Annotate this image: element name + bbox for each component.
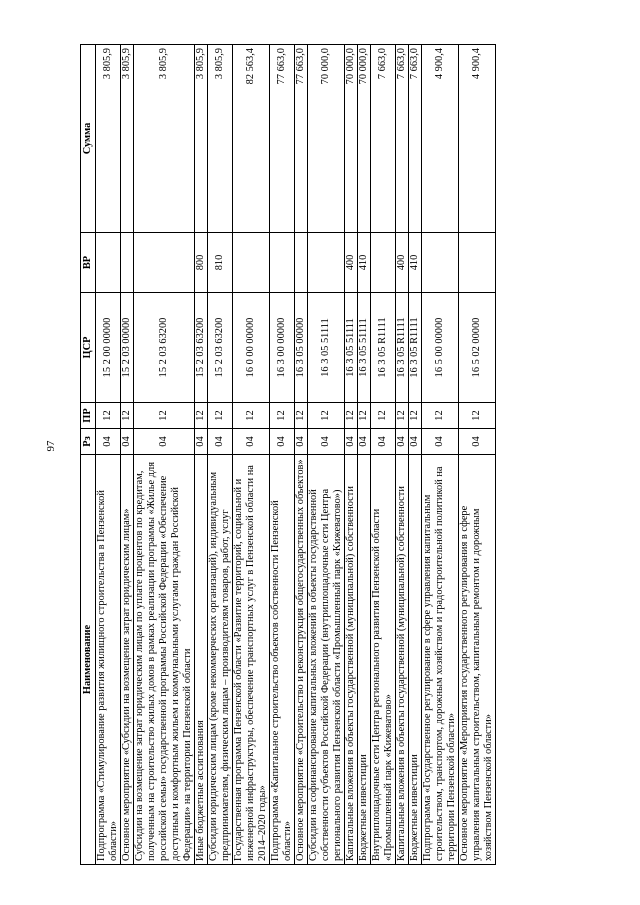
row-rz: 04 <box>345 429 358 455</box>
row-rz: 04 <box>371 429 396 455</box>
row-sum: 3 805,9 <box>195 45 208 233</box>
row-name: Подпрограмма «Стимулирование развития жилищного строительства в Пензенской области» <box>96 455 121 865</box>
row-csr: 16 3 00 00000 <box>270 293 295 403</box>
table-row <box>358 45 371 865</box>
row-rz: 04 <box>208 429 233 455</box>
row-name: Субсидии на возмещение затрат юридическим лицам по уплате процентов по кредитам, полученным на строительство жилых домов в рамках реализации программы «Жилье для российской семьи» государственной программы Российской Федерации «Обеспечение доступным и комфортным жильем и коммунальными услугами граждан Российской Федерации» на территории Пензенской области <box>134 455 195 865</box>
row-vr: 410 <box>358 233 371 293</box>
table-row <box>409 45 422 865</box>
header-vr: ВР <box>81 233 96 293</box>
table-row <box>208 45 233 865</box>
row-csr: 16 3 05 R1111 <box>396 293 409 403</box>
row-name: Субсидии на софинансирование капитальных вложений в объекты государственной собственности субъектов Российской Федерации (внутриплощадочные сети Центра регионального развития Пензенской области «Промышленный парк «Кижеватово») <box>308 455 345 865</box>
row-pr: 12 <box>134 403 195 429</box>
row-sum: 7 663,0 <box>371 45 396 233</box>
row-csr: 15 2 03 63200 <box>208 293 233 403</box>
row-vr <box>134 233 195 293</box>
row-sum: 77 663,0 <box>295 45 308 233</box>
row-sum: 4 900,4 <box>459 45 496 233</box>
row-rz: 04 <box>270 429 295 455</box>
table-row <box>308 45 345 865</box>
row-csr: 16 0 00 00000 <box>233 293 270 403</box>
budget-table <box>80 44 496 865</box>
row-name: Капитальные вложения в объекты государственной (муниципальной) собственности <box>345 455 358 865</box>
row-name: Основное мероприятие «Мероприятия государственного регулирования в сфере управления капитальным строительством, капитальным ремонтом и дорожным хозяйством Пензенской области» <box>459 455 496 865</box>
row-sum: 7 663,0 <box>409 45 422 233</box>
row-csr: 15 2 03 00000 <box>121 293 134 403</box>
row-vr <box>308 233 345 293</box>
row-vr: 400 <box>396 233 409 293</box>
row-rz: 04 <box>295 429 308 455</box>
row-name: Бюджетные инвестиции <box>358 455 371 865</box>
row-name: Бюджетные инвестиции <box>409 455 422 865</box>
row-vr: 410 <box>409 233 422 293</box>
row-vr <box>270 233 295 293</box>
row-pr: 12 <box>270 403 295 429</box>
row-csr: 16 5 02 00000 <box>459 293 496 403</box>
row-sum: 3 805,9 <box>96 45 121 233</box>
row-csr: 16 3 05 51111 <box>345 293 358 403</box>
header-rz: Рз <box>81 429 96 455</box>
row-rz: 04 <box>233 429 270 455</box>
row-csr: 16 3 05 51111 <box>358 293 371 403</box>
row-name: Иные бюджетные ассигнования <box>195 455 208 865</box>
row-sum: 3 805,9 <box>208 45 233 233</box>
row-pr: 12 <box>295 403 308 429</box>
row-rz: 04 <box>96 429 121 455</box>
row-pr: 12 <box>195 403 208 429</box>
table-row <box>295 45 308 865</box>
row-pr: 12 <box>308 403 345 429</box>
table-row <box>371 45 396 865</box>
row-name: Подпрограмма «Капитальное строительство объектов собственности Пензенской области» <box>270 455 295 865</box>
row-sum: 77 663,0 <box>270 45 295 233</box>
table-row <box>233 45 270 865</box>
row-pr: 12 <box>121 403 134 429</box>
row-csr: 16 3 05 51111 <box>308 293 345 403</box>
row-pr: 12 <box>96 403 121 429</box>
row-name: Государственная программа Пензенской области «Развитие территорий, социальной и инженерной инфраструктуры, обеспечение транспортных услуг в Пензенской области на 2014–2020 годы» <box>233 455 270 865</box>
table-row <box>96 45 121 865</box>
header-sum: Сумма <box>81 45 96 233</box>
row-vr <box>295 233 308 293</box>
row-pr: 12 <box>233 403 270 429</box>
row-csr: 15 2 03 63200 <box>195 293 208 403</box>
row-csr: 15 2 00 00000 <box>96 293 121 403</box>
row-sum: 7 663,0 <box>396 45 409 233</box>
row-rz: 04 <box>195 429 208 455</box>
table-row <box>345 45 358 865</box>
row-sum: 82 563,4 <box>233 45 270 233</box>
row-sum: 4 900,4 <box>422 45 459 233</box>
row-vr: 810 <box>208 233 233 293</box>
row-sum: 3 805,9 <box>134 45 195 233</box>
row-sum: 70 000,0 <box>358 45 371 233</box>
row-csr: 16 5 00 00000 <box>422 293 459 403</box>
row-rz: 04 <box>358 429 371 455</box>
row-rz: 04 <box>134 429 195 455</box>
row-rz: 04 <box>409 429 422 455</box>
row-csr: 16 3 05 R1111 <box>371 293 396 403</box>
row-name: Капитальные вложения в объекты государственной (муниципальной) собственности <box>396 455 409 865</box>
row-pr: 12 <box>422 403 459 429</box>
row-rz: 04 <box>308 429 345 455</box>
row-vr: 800 <box>195 233 208 293</box>
row-pr: 12 <box>345 403 358 429</box>
row-sum: 3 805,9 <box>121 45 134 233</box>
row-name: Субсидии юридическим лицам (кроме некоммерческих организаций), индивидуальным предпринимателям, физическим лицам – производителям товаров, работ, услуг <box>208 455 233 865</box>
row-pr: 12 <box>371 403 396 429</box>
row-vr <box>121 233 134 293</box>
row-rz: 04 <box>422 429 459 455</box>
row-name: Основное мероприятие «Строительство и реконструкция общегосударственных объектов» <box>295 455 308 865</box>
row-pr: 12 <box>459 403 496 429</box>
header-name: Наименование <box>81 455 96 865</box>
row-name: Внутриплощадочные сети Центра регионального развития Пензенской области «Промышленный парк «Кижеватово» <box>371 455 396 865</box>
row-vr <box>459 233 496 293</box>
row-csr: 16 3 05 00000 <box>295 293 308 403</box>
row-csr: 16 3 05 R1111 <box>409 293 422 403</box>
table-row <box>195 45 208 865</box>
row-vr <box>371 233 396 293</box>
table-header-row <box>81 45 96 865</box>
row-rz: 04 <box>459 429 496 455</box>
row-pr: 12 <box>409 403 422 429</box>
row-vr <box>422 233 459 293</box>
table-row <box>134 45 195 865</box>
header-pr: ПР <box>81 403 96 429</box>
row-pr: 12 <box>396 403 409 429</box>
row-name: Основное мероприятие «Субсидии на возмещение затрат юридическим лицам» <box>121 455 134 865</box>
row-vr: 400 <box>345 233 358 293</box>
row-rz: 04 <box>396 429 409 455</box>
table-row <box>121 45 134 865</box>
row-sum: 70 000,0 <box>308 45 345 233</box>
row-vr <box>96 233 121 293</box>
row-sum: 70 000,0 <box>345 45 358 233</box>
table-row <box>270 45 295 865</box>
table-row <box>396 45 409 865</box>
row-vr <box>233 233 270 293</box>
row-rz: 04 <box>121 429 134 455</box>
row-csr: 15 2 03 63200 <box>134 293 195 403</box>
row-pr: 12 <box>208 403 233 429</box>
row-name: Подпрограмма «Государственное регулирование в сфере управления капитальным строительством, транспортом, дорожным хозяйством и градостроительной политикой на территории Пензенской области» <box>422 455 459 865</box>
row-pr: 12 <box>358 403 371 429</box>
page-number: 97 <box>45 440 57 452</box>
header-csr: ЦСР <box>81 293 96 403</box>
table-row <box>422 45 459 865</box>
table-row <box>459 45 496 865</box>
rotated-table-container <box>80 45 640 865</box>
